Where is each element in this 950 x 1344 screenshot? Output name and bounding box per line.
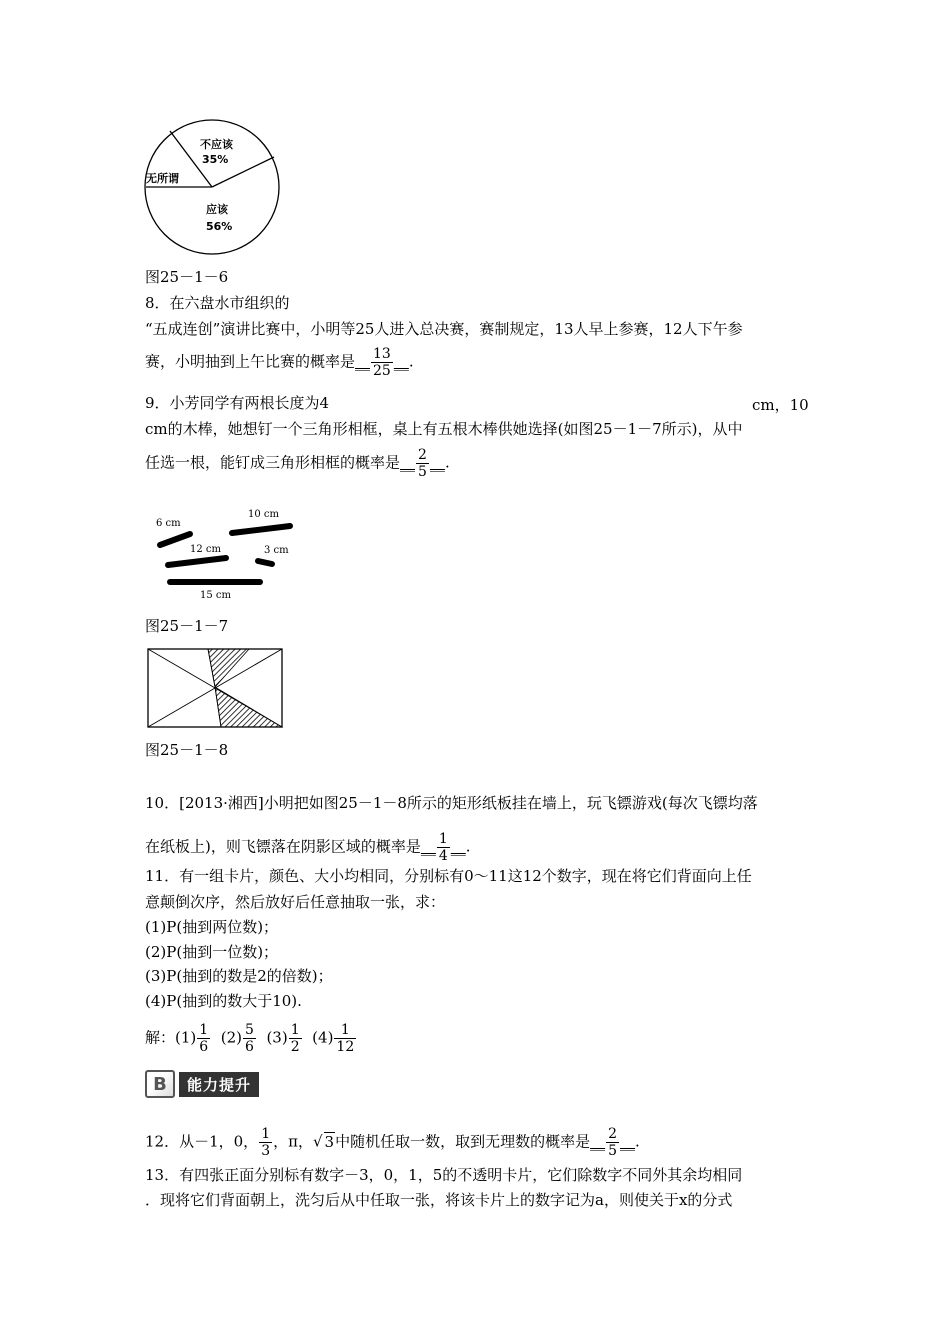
pie-chart-figure (140, 112, 290, 267)
q11-sol1-num: 1 (199, 1022, 209, 1038)
q8-answer-num: 13 (373, 346, 391, 362)
pie-label-indifferent: 无所谓 (146, 172, 179, 185)
q11-sol1-den: 6 (199, 1039, 209, 1055)
q11-sol1-label: (1) (175, 1028, 197, 1047)
q11-sol3-den: 2 (290, 1039, 300, 1055)
q9-answer-den: 5 (418, 464, 427, 480)
q9-line1-right: cm，10 (752, 396, 809, 414)
q10-line1: 10．[2013·湘西]小明把如图25－1－8所示的矩形纸板挂在墙上，玩飞镖游戏(每次飞镖均落 (145, 794, 758, 812)
q11-sol2-fraction (243, 1022, 256, 1055)
q9-end: . (444, 453, 450, 472)
q9-line3 (145, 447, 450, 480)
q9-answer-num: 2 (418, 447, 427, 463)
q11-sol3-num: 1 (290, 1022, 300, 1038)
q12-fraction-den: 3 (261, 1143, 271, 1159)
figure-caption-25-1-6: 图25－1－6 (145, 268, 229, 286)
q10-end: . (465, 837, 471, 856)
q11-part2: (2)P(抽到一位数)； (145, 943, 279, 961)
stick-12cm (168, 558, 226, 565)
q12-fraction-num: 1 (261, 1126, 271, 1142)
q8-line2: “五成连创”演讲比赛中，小明等25人进入总决赛，赛制规定，13人早上参赛，12人下午参 (145, 320, 743, 338)
q12-fraction (259, 1126, 272, 1159)
sticks-figure (150, 502, 310, 604)
figure-caption-25-1-7: 图25－1－7 (145, 617, 229, 635)
figure-caption-25-1-8: 图25－1－8 (145, 741, 229, 759)
q12-answer-den: 5 (608, 1143, 618, 1159)
q10-answer-num: 1 (438, 831, 448, 847)
stick-label-12cm: 12 cm (190, 544, 221, 555)
q13-line1: 13．有四张正面分别标有数字－3，0，1，5的不透明卡片，它们除数字不同外其余均相同 (145, 1166, 743, 1184)
q8-line3 (145, 346, 414, 379)
q12-sqrt-value: 3 (324, 1132, 335, 1151)
q9-answer-fraction (416, 447, 429, 480)
q11-solution-prefix: 解： (145, 1028, 176, 1047)
section-title: 能力提升 (179, 1072, 259, 1097)
q12-end: . (635, 1132, 640, 1151)
q12-text-post: 中随机任取一数，取到无理数的概率是 (335, 1132, 591, 1151)
q10-line2 (145, 831, 471, 864)
q9-text: 任选一根，能钉成三角形相框的概率是 (145, 453, 401, 472)
q8-line1: 8．在六盘水市组织的 (145, 294, 290, 312)
q11-line1: 11．有一组卡片，颜色、大小均相同，分别标有0～11这12个数字，现在将它们背面向上任 (145, 867, 752, 885)
rectangle-dartboard-figure (146, 647, 286, 729)
q11-sol4-label: (4) (312, 1028, 334, 1047)
q11-sol4-num: 1 (340, 1022, 350, 1038)
q11-line2: 意颠倒次序，然后放好后任意抽取一张，求： (145, 893, 446, 911)
q11-sol3-label: (3) (266, 1028, 288, 1047)
pie-label-not-should: 不应该 (200, 138, 233, 151)
section-header-ability-improvement (145, 1071, 273, 1097)
q11-part3: (3)P(抽到的数是2的倍数)； (145, 967, 333, 985)
pie-label-not-should-pct: 35% (202, 153, 229, 166)
q8-answer-den: 25 (373, 363, 391, 379)
q10-text: 在纸板上)，则飞镖落在阴影区域的概率是 (145, 837, 421, 856)
q11-sol4-den: 12 (336, 1039, 355, 1055)
stick-label-15cm: 15 cm (200, 590, 231, 601)
q11-sol4-fraction (334, 1022, 356, 1055)
stick-6cm (160, 534, 190, 545)
q12-answer-fraction (606, 1126, 619, 1159)
q13-line2: ．现将它们背面朝上，洗匀后从中任取一张，将该卡片上的数字记为a，则使关于x的分式 (145, 1191, 733, 1209)
q11-part4: (4)P(抽到的数大于10). (145, 992, 302, 1010)
q11-sol2-num: 5 (244, 1022, 254, 1038)
q12-line (145, 1126, 640, 1159)
q11-part1: (1)P(抽到两位数)； (145, 918, 279, 936)
q11-sol2-label: (2) (220, 1028, 242, 1047)
q11-solution (145, 1022, 357, 1055)
q12-text-pre: 12．从－1，0， (145, 1132, 259, 1151)
q8-answer-blank: __ $\frac{13}{25}$ __ (355, 346, 409, 379)
section-letter-icon: B (145, 1070, 175, 1098)
q8-answer-fraction (371, 346, 393, 379)
q10-answer-fraction (437, 831, 450, 864)
stick-10cm (232, 526, 290, 533)
q11-sol1-fraction (197, 1022, 210, 1055)
stick-label-6cm: 6 cm (156, 518, 181, 529)
pie-label-should: 应该 (206, 203, 228, 216)
q12-answer-num: 2 (608, 1126, 618, 1142)
q12-text-mid: ，π， (273, 1132, 313, 1151)
q9-line2: cm的木棒，她想钉一个三角形相框，桌上有五根木棒供她选择(如图25－1－7所示)，从中 (145, 420, 743, 438)
q9-line1-left: 9．小芳同学有两根长度为4 (145, 394, 330, 412)
stick-label-3cm: 3 cm (264, 545, 289, 556)
stick-label-10cm: 10 cm (248, 509, 279, 520)
q11-sol2-den: 6 (244, 1039, 254, 1055)
q8-text: 赛，小明抽到上午比赛的概率是 (145, 352, 356, 371)
q11-sol3-fraction (289, 1022, 302, 1055)
q10-answer-den: 4 (438, 848, 448, 864)
q12-answer-blank: __ $\frac{2}{5}$ __ (590, 1126, 636, 1159)
pie-label-should-pct: 56% (206, 220, 233, 233)
stick-3cm (258, 561, 272, 564)
q9-answer-blank: __ $\frac{2}{5}$ __ (400, 447, 445, 480)
sqrt-icon: √ (312, 1132, 323, 1151)
q10-answer-blank: __ $\frac{1}{4}$ __ (420, 831, 466, 864)
q8-end: . (408, 352, 414, 371)
